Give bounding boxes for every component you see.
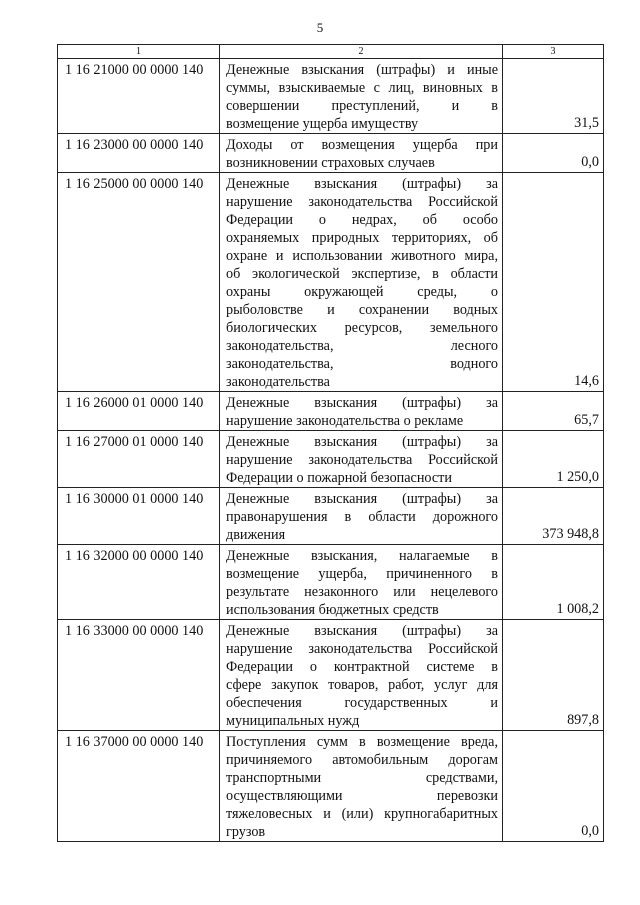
budget-code-cell: 1 16 27000 01 0000 140 — [58, 431, 220, 488]
revenue-name-line: нарушение законодательства Российской — [226, 641, 498, 657]
revenue-name-line: Федерации о недрах, об особо — [226, 212, 498, 228]
budget-code-cell: 1 16 21000 00 0000 140 — [58, 59, 220, 134]
revenue-name-line: Денежные взыскания (штрафы) за — [226, 491, 498, 507]
revenue-name-line: рыболовстве и сохранении водных — [226, 302, 498, 318]
revenue-name-line: Денежные взыскания (штрафы) за — [226, 623, 498, 639]
revenue-name-line: муниципальных нужд — [226, 713, 360, 729]
revenue-name-line: сфере закупок товаров, работ, услуг для — [226, 677, 498, 693]
revenue-name-line: грузов — [226, 824, 266, 840]
table-row — [58, 488, 604, 545]
table-row — [58, 173, 604, 392]
revenue-name-line: законодательства, водного — [226, 356, 498, 372]
table-row — [58, 731, 604, 842]
revenue-name-line: возмещение ущерба имуществу — [226, 116, 419, 132]
revenue-name-line: Денежные взыскания (штрафы) и иные — [226, 62, 498, 78]
revenue-name-line: суммы, взыскиваемые с лиц, виновных в — [226, 80, 498, 96]
revenue-table — [57, 44, 604, 842]
revenue-name-line: законодательства — [226, 374, 330, 390]
revenue-name-cell — [220, 731, 503, 842]
budget-code-cell: 1 16 26000 01 0000 140 — [58, 392, 220, 431]
revenue-name-cell — [220, 173, 503, 392]
revenue-name-line: Денежные взыскания (штрафы) за — [226, 434, 498, 450]
table-row — [58, 134, 604, 173]
amount-cell: 14,6 — [503, 173, 604, 392]
budget-code-cell: 1 16 37000 00 0000 140 — [58, 731, 220, 842]
table-row — [58, 431, 604, 488]
budget-code-cell: 1 16 30000 01 0000 140 — [58, 488, 220, 545]
revenue-name-line: об экологической экспертизе, в области — [226, 266, 498, 282]
revenue-name-line: охране и использовании животного мира, — [226, 248, 498, 264]
revenue-name-line: Доходы от возмещения ущерба при — [226, 137, 498, 153]
revenue-name-line: охраняемых природных территориях, об — [226, 230, 498, 246]
revenue-name-line: Денежные взыскания (штрафы) за — [226, 176, 498, 192]
revenue-name-line: транспортными средствами, — [226, 770, 498, 786]
amount-cell: 897,8 — [503, 620, 604, 731]
revenue-name-line: охраны окружающей среды, о — [226, 284, 498, 300]
revenue-name-cell — [220, 392, 503, 431]
revenue-name-line: нарушение законодательства Российской — [226, 194, 498, 210]
revenue-name-line: Денежные взыскания (штрафы) за — [226, 395, 498, 411]
revenue-name-line: результате незаконного или нецелевого — [226, 584, 498, 600]
revenue-name-cell — [220, 488, 503, 545]
revenue-name-line: Поступления сумм в возмещение вреда, — [226, 734, 498, 750]
budget-code-cell: 1 16 25000 00 0000 140 — [58, 173, 220, 392]
table-row — [58, 545, 604, 620]
budget-code-cell: 1 16 32000 00 0000 140 — [58, 545, 220, 620]
budget-code-cell: 1 16 33000 00 0000 140 — [58, 620, 220, 731]
revenue-name-line: нарушение законодательства Российской — [226, 452, 498, 468]
amount-cell: 31,5 — [503, 59, 604, 134]
revenue-name-line: движения — [226, 527, 286, 543]
amount-cell: 0,0 — [503, 134, 604, 173]
revenue-name-line: обеспечения государственных и — [226, 695, 498, 711]
header-cell-amount: 3 — [503, 45, 604, 59]
table-row — [58, 392, 604, 431]
revenue-name-line: законодательства, лесного — [226, 338, 498, 354]
revenue-name-cell — [220, 545, 503, 620]
revenue-name-line: правонарушения в области дорожного — [226, 509, 498, 525]
revenue-name-line: Денежные взыскания, налагаемые в — [226, 548, 498, 564]
revenue-name-cell — [220, 134, 503, 173]
revenue-name-cell — [220, 431, 503, 488]
amount-cell: 1 008,2 — [503, 545, 604, 620]
revenue-table-body — [58, 45, 604, 842]
page-number: 5 — [316, 20, 324, 35]
revenue-name-line: Федерации о контрактной системе в — [226, 659, 498, 675]
header-cell-code: 1 — [58, 45, 220, 59]
revenue-name-line: причиняемого автомобильным дорогам — [226, 752, 498, 768]
revenue-name-line: тяжеловесных и (или) крупногабаритных — [226, 806, 498, 822]
budget-code-cell: 1 16 23000 00 0000 140 — [58, 134, 220, 173]
revenue-name-line: биологических ресурсов, земельного — [226, 320, 498, 336]
revenue-name-line: совершении преступлений, и в — [226, 98, 498, 114]
amount-cell: 373 948,8 — [503, 488, 604, 545]
revenue-name-line: Федерации о пожарной безопасности — [226, 470, 452, 486]
revenue-name-line: нарушение законодательства о рекламе — [226, 413, 464, 429]
revenue-name-line: возникновении страховых случаев — [226, 155, 435, 171]
revenue-name-line: осуществляющими перевозки — [226, 788, 498, 804]
revenue-name-cell — [220, 620, 503, 731]
table-header-row — [58, 45, 604, 59]
revenue-name-line: использования бюджетных средств — [226, 602, 439, 618]
header-cell-name: 2 — [220, 45, 503, 59]
amount-cell: 65,7 — [503, 392, 604, 431]
revenue-name-line: возмещение ущерба, причиненного в — [226, 566, 498, 582]
amount-cell: 1 250,0 — [503, 431, 604, 488]
revenue-name-cell — [220, 59, 503, 134]
table-row — [58, 620, 604, 731]
amount-cell: 0,0 — [503, 731, 604, 842]
table-row — [58, 59, 604, 134]
